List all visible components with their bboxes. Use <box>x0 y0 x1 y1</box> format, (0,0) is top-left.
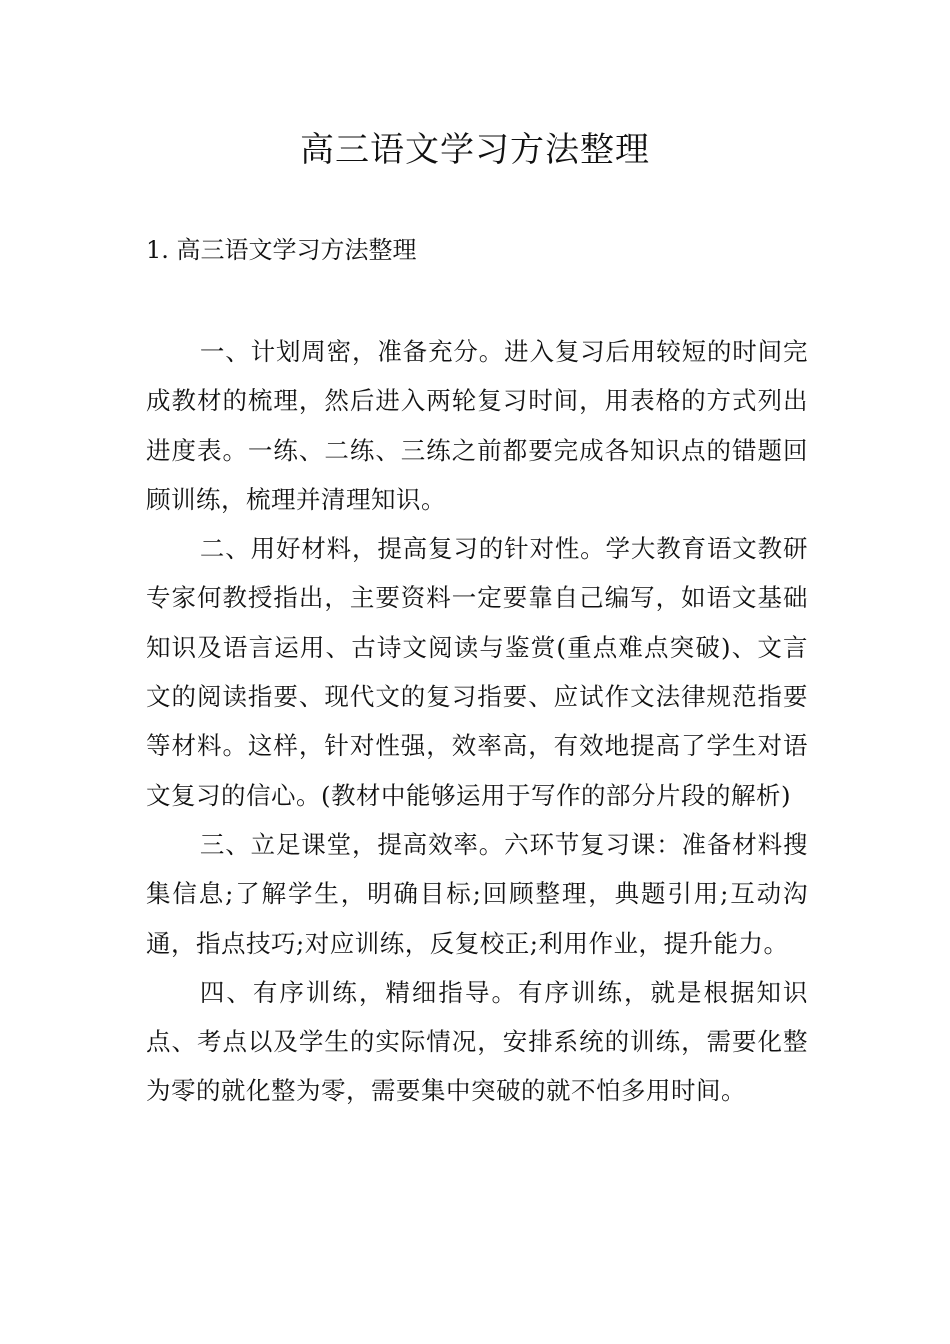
document-title: 高三语文学习方法整理 <box>300 130 650 170</box>
document-body <box>146 327 808 1116</box>
paragraph-plan: 一、计划周密，准备充分。进入复习后用较短的时间完成教材的梳理，然后进入两轮复习时间，用表格的方式列出进度表。一练、二练、三练之前都要完成各知识点的错题回顾训练，梳理并清理知识。 <box>146 337 808 514</box>
paragraph-classroom: 三、立足课堂，提高效率。六环节复习课：准备材料搜集信息;了解学生，明确目标;回顾整理，典题引用;互动沟通，指点技巧;对应训练，反复校正;利用作业，提升能力。 <box>146 829 808 958</box>
section-heading: 1. 高三语文学习方法整理 <box>146 236 417 264</box>
paragraph-training: 四、有序训练，精细指导。有序训练，就是根据知识点、考点以及学生的实际情况，安排系统的训练，需要化整为零的就化整为零，需要集中突破的就不怕多用时间。 <box>146 977 808 1106</box>
paragraph-materials: 二、用好材料，提高复习的针对性。学大教育语文教研专家何教授指出，主要资料一定要靠自己编写，如语文基础知识及语言运用、古诗文阅读与鉴赏(重点难点突破)、文言文的阅读指要、现代文的复习指要、应试作文法律规范指要等材料。这样，针对性强，效率高，有效地提高了学生对语文复习的信心。(教材中能够运用于写作的部分片段的解析) <box>146 534 808 810</box>
